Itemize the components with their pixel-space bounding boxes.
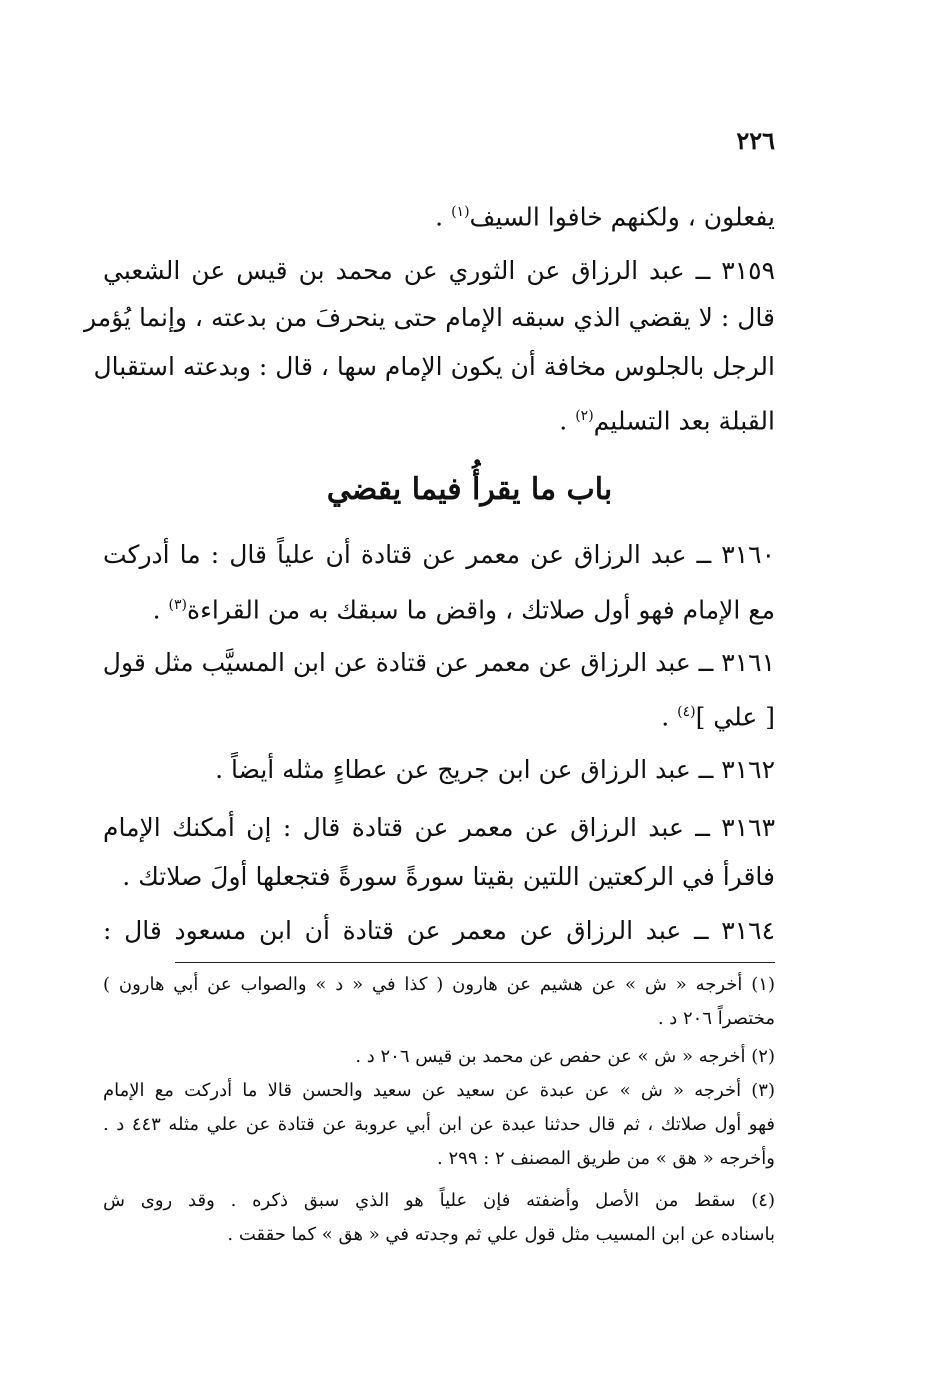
footnote-line: باسناده عن ابن المسيب مثل قول علي ثم وجدته في « هق » كما حققت . [227,1224,775,1245]
footnote-ref[interactable]: (٤) [677,704,696,720]
text-line: فاقرأ في الركعتين اللتين بقيتا سورةً سورةً فتجعلها أولَ صلاتك . [122,862,775,891]
footnote-line: (٣) أخرجه « ش » عن عبدة عن سعيد عن سعيد والحسن قالا ما أدركت مع الإمام [103,1080,775,1101]
footnote-ref[interactable]: (٢) [575,408,594,424]
footnote-divider [175,962,775,963]
footnote-line: مختصراً ٢٠٦ د . [657,1008,775,1029]
footnote-line: (١) أخرجه « ش » عن هشيم عن هارون ( كذا في « د » والصواب عن أبي هارون ) [103,974,775,995]
text-line: مع الإمام فهو أول صلاتك ، واقض ما سبقك به من القراءة$^{(٣)}$ . [152,595,775,625]
page-number: ٢٢٦ [736,126,775,155]
text-line: القبلة بعد التسليم$^{(٢)}$ . [559,406,775,436]
footnote-ref[interactable]: (١) [451,204,470,220]
text-line: قال : لا يقضي الذي سبقه الإمام حتى ينحرفَ من بدعته ، وإنما يُؤمر [83,303,775,332]
text-line: ٣١٥٩ ــ عبد الرزاق عن الثوري عن محمد بن قيس عن الشعبي [103,256,775,285]
text-line: ٣١٦٤ ــ عبد الرزاق عن معمر عن قتادة أن ابن مسعود قال : [103,916,775,945]
text-line: ٣١٦٢ ــ عبد الرزاق عن ابن جريج عن عطاءٍ مثله أيضاً . [215,755,775,784]
text-line: الرجل بالجلوس مخافة أن يكون الإمام سها ، قال : وبدعته استقبال [93,352,775,381]
text-line: يفعلون ، ولكنهم خافوا السيف$^{(١)}$ . [435,202,775,232]
footnote-ref[interactable]: (٣) [168,597,187,613]
text-line: ٣١٦٣ ــ عبد الرزاق عن معمر عن قتادة قال : إن أمكنك الإمام [103,813,775,842]
section-heading: باب ما يقرأُ فيما يقضي [326,472,613,507]
text-line: [ علي ]$^{(٤)}$ . [661,702,775,732]
footnote-line: وأخرجه « هق » من طريق المصنف ٢ : ٢٩٩ . [437,1148,775,1169]
text-line: ٣١٦١ ــ عبد الرزاق عن معمر عن قتادة عن ابن المسيَّب مثل قول [102,648,775,677]
footnote-line: فهو أول صلاتك ، ثم قال حدثنا عبدة عن ابن أبي عروبة عن قتادة عن علي مثله ٤٤٣ د . [103,1114,775,1135]
footnote-line: (٢) أخرجه « ش » عن حفص عن محمد بن قيس ٢٠٦ د . [355,1046,775,1067]
footnote-line: (٤) سقط من الأصل وأضفته فإن علياً هو الذي سبق ذكره . وقد روى ش [103,1190,775,1211]
text-line: ٣١٦٠ ــ عبد الرزاق عن معمر عن قتادة أن علياً قال : ما أدركت [103,540,775,569]
